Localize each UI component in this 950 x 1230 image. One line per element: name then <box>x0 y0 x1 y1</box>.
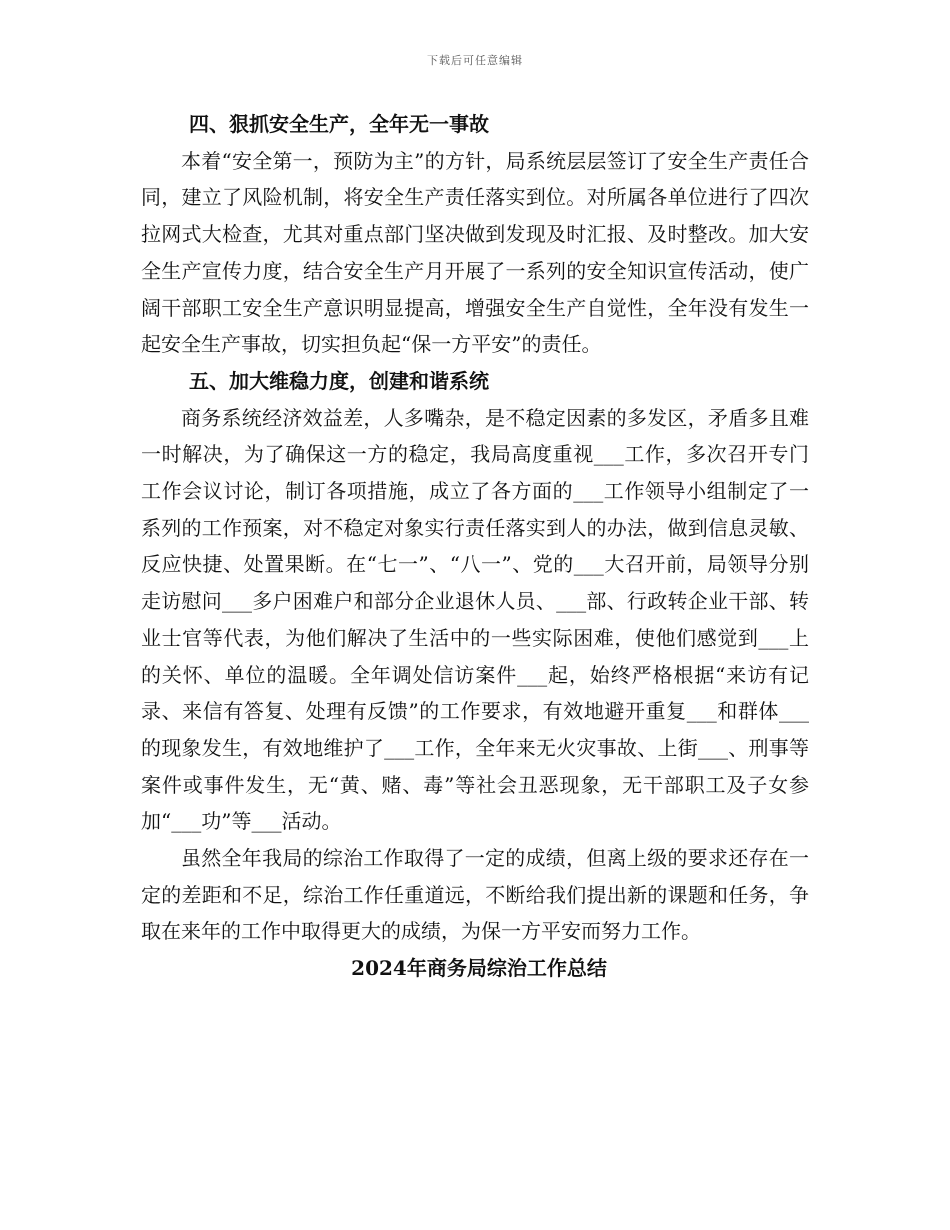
document-title: 2024年商务局综治工作总结 <box>351 956 607 981</box>
paragraph-conclusion: 虽然全年我局的综治工作取得了一定的成绩，但离上级的要求还存在一定的差距和不足，综治工作任重道远，不断给我们提出新的课题和任务，争取在来年的工作中取得更大的成绩，为保一方平安而努力工作。 <box>141 846 809 944</box>
paragraph-safety: 本着“安全第一，预防为主”的方针，局系统层层签订了安全生产责任合同，建立了风险机制，将安全生产责任落实到位。对所属各单位进行了四次拉网式大检查，尤其对重点部门坚决做到发现及时汇报、及时整改。加大安全生产宣传力度，结合安全生产月开展了一系列的安全知识宣传活动，使广阔干部职工安全生产意识明显提高，增强安全生产自觉性，全年没有发生一起安全生产事故，切实担负起“保一方平安”的责任。 <box>141 148 809 357</box>
paragraph-stability: 商务系统经济效益差，人多嘴杂，是不稳定因素的多发区，矛盾多且难一时解决，为了确保这一方的稳定，我局高度重视___工作，多次召开专门工作会议讨论，制订各项措施，成立了各方面的___工作领导小组制定了一系列的工作预案，对不稳定对象实行责任落实到人的办法，做到信息灵敏、反应快捷、处置果断。在“七一”、“八一”、党的___大召开前，局领导分别走访慰问___多户困难户和部分企业退休人员、___部、行政转企业干部、转业士官等代表，为他们解决了生活中的一些实际困难，使他们感觉到___上的关怀、单位的温暖。全年调处信访案件___起，始终严格根据“来访有记录、来信有答复、处理有反馈”的工作要求，有效地避开重复___和群体___的现象发生，有效地维护了___工作，全年来无火灾事故、上街___、刑事等案件或事件发生，无“黄、赌、毒”等社会丑恶现象，无干部职工及子女参加“___功”等___活动。 <box>141 405 809 834</box>
page-header-note: 下载后可任意编辑 <box>427 54 523 67</box>
section-heading-safety: 四、狠抓安全生产，全年无一事故 <box>189 112 489 136</box>
document-body <box>141 106 809 987</box>
section-heading-stability: 五、加大维稳力度，创建和谐系统 <box>189 368 489 393</box>
